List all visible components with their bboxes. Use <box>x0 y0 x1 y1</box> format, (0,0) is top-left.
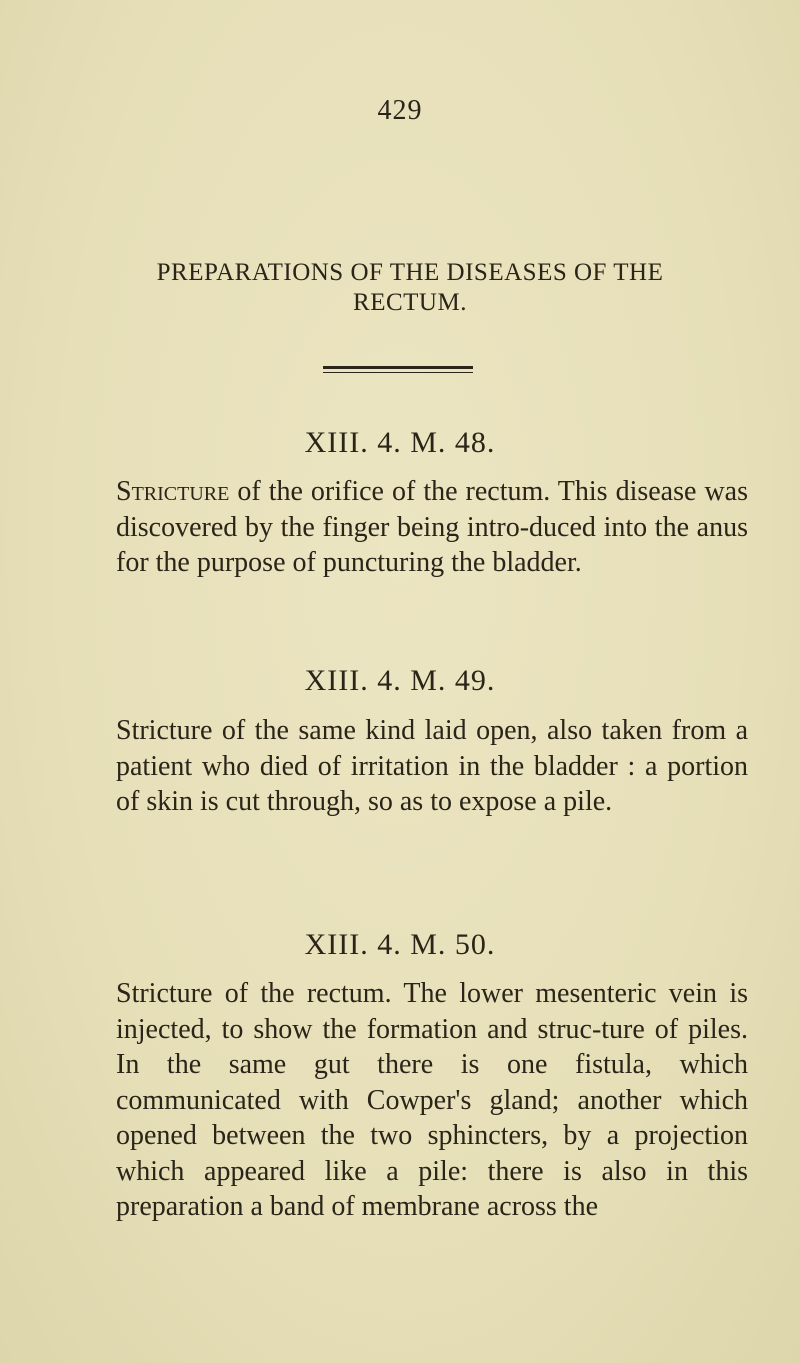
entry-body-48: of the orifice of the rectum. This disease was discovered by the finger being intro-duced into the anus for the purpose of puncturing the bladder. <box>116 476 748 578</box>
entry-text-48 <box>116 474 748 581</box>
entry-id-49: XIII. 4. M. 49. <box>304 664 496 697</box>
entry-text-49: Stricture of the same kind laid open, also taken from a patient who died of irritation in the bladder : a portion of skin is cut through, so as to expose a pile. <box>116 715 748 817</box>
heading-rule-thin <box>323 372 473 373</box>
page-number: 429 <box>377 95 423 126</box>
entry-id-48: XIII. 4. M. 48. <box>304 426 496 459</box>
entry-id-50: XIII. 4. M. 50. <box>304 928 496 961</box>
section-heading: PREPARATIONS OF THE DISEASES OF THE RECTUM. <box>156 259 664 316</box>
heading-rule-thick <box>323 366 473 369</box>
entry-text-50: Stricture of the rectum. The lower mesenteric vein is injected, to show the formation and struc-ture of piles. In the same gut there is one fistula, which communicated with Cowper's gland; another which opened between the two sphincters, by a projection which appeared like a pile: there is also in this preparation a band of membrane across the <box>116 978 748 1222</box>
entry-lead-48: Stricture <box>116 476 230 507</box>
